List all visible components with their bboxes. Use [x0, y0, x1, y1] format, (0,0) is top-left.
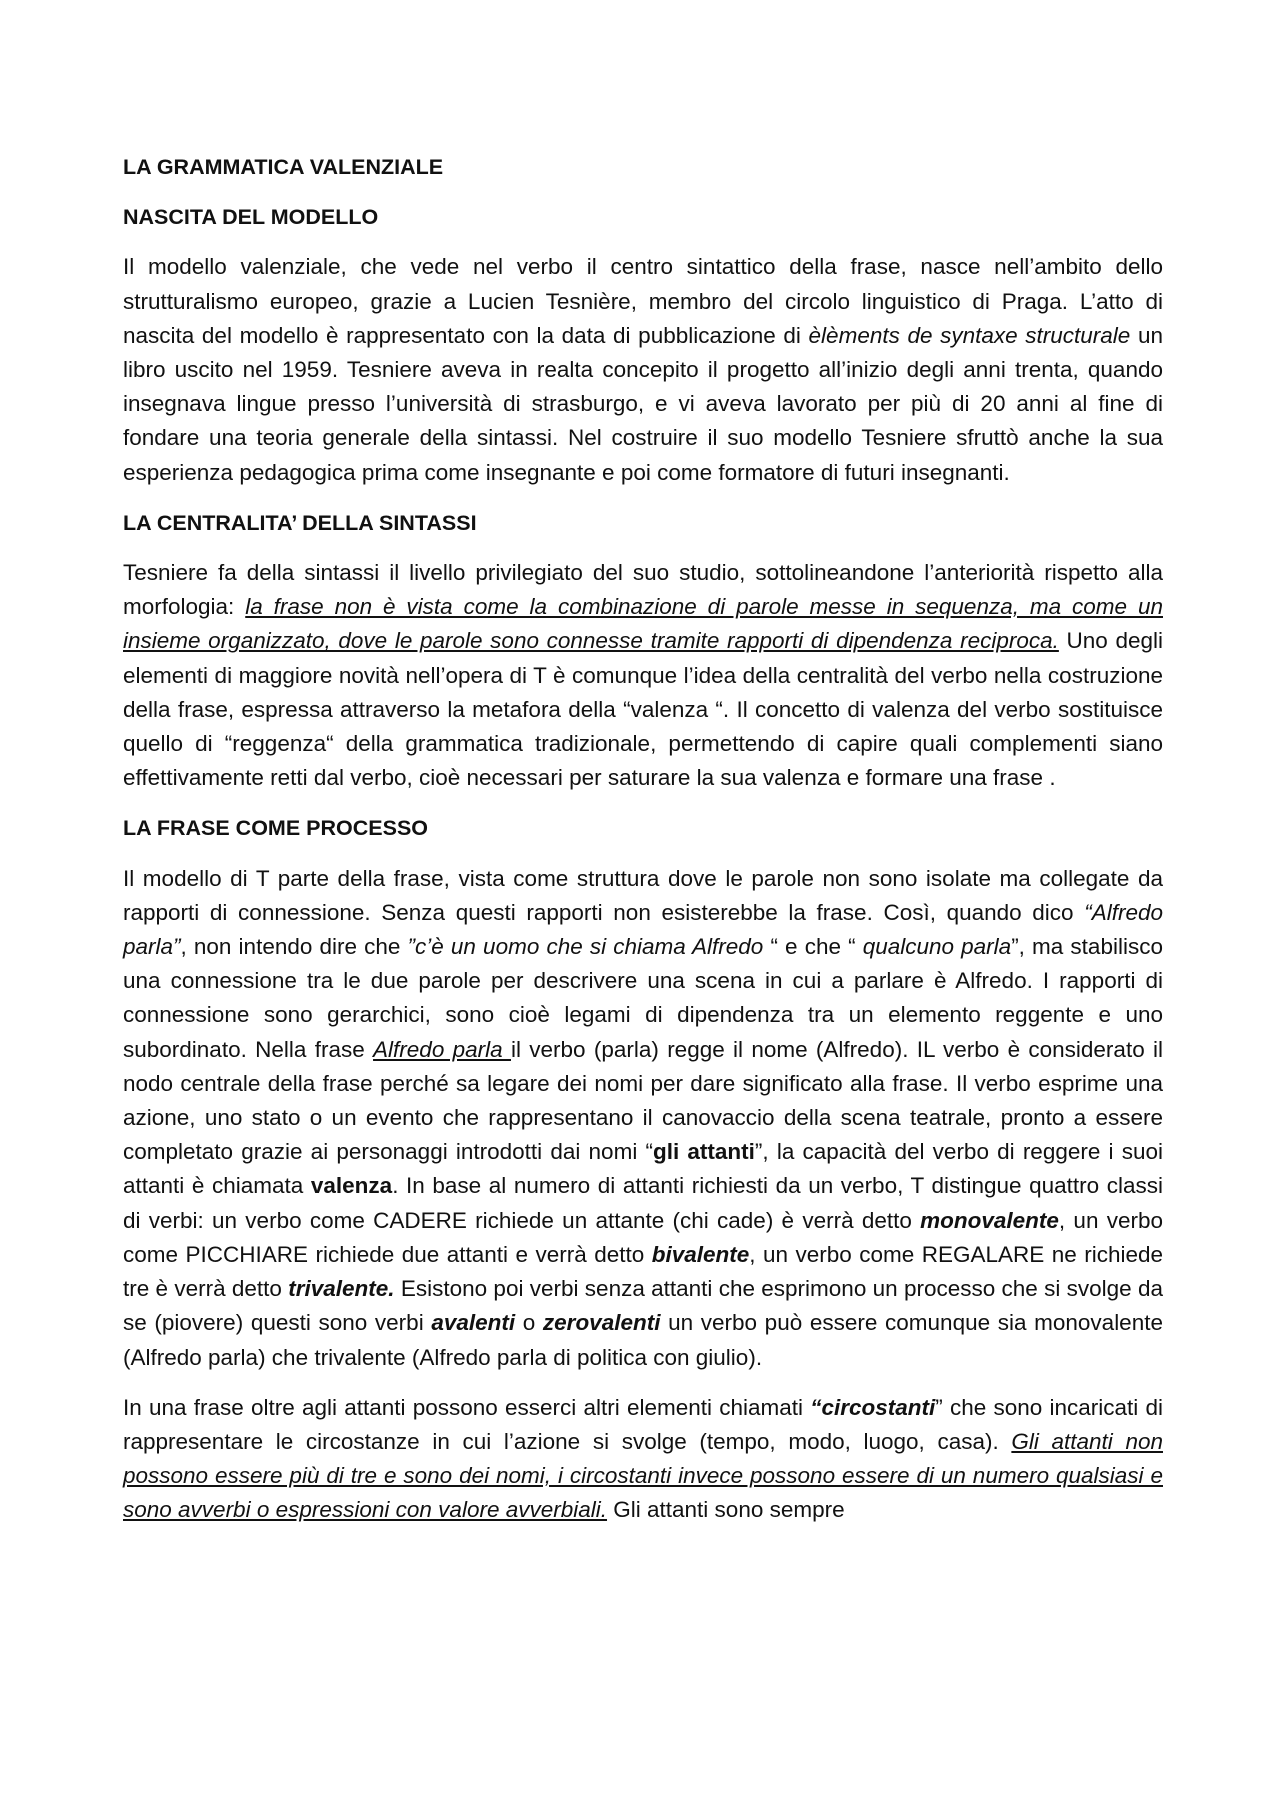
- bold-italic-term: monovalente: [920, 1207, 1059, 1233]
- bold-term: gli attanti: [652, 1139, 755, 1165]
- text-run: Il modello di T parte della frase, vista come struttura dove le parole non sono isolate ma collegate da rapporti di connessione. Senza questi rapporti non esisterebbe la frase. Così, quando dico: [123, 865, 1163, 925]
- text-run: Il modello valenziale, che vede nel verbo il centro sintattico della frase, nasce nell’ambito dello strutturalismo europeo, grazie a Lucien Tesnière, membro del circolo linguistico di Praga. L’atto di nascita del modello è rappresentato con la data di pubblicazione di: [123, 254, 1163, 348]
- text-run: . In base al numero di attanti richiesti da un verbo, T distingue quattro classi di verbi: un verbo come CADERE richiede un attante (chi cade) è verrà detto: [123, 1173, 1164, 1233]
- text-run: In una frase oltre agli attanti possono esserci altri elementi chiamati: [123, 1394, 811, 1420]
- section-heading-centralita: LA CENTRALITA’ DELLA SINTASSI: [123, 510, 477, 535]
- bold-italic-term: avalenti: [431, 1310, 516, 1336]
- text-run: Tesniere fa della sintassi il livello privilegiato del suo studio, sottolineandone l’anteriorità rispetto alla morfologia:: [123, 560, 1163, 620]
- bold-italic-term: trivalente.: [288, 1276, 395, 1302]
- document-body: [123, 150, 1163, 1544]
- paragraph-centralita: [123, 556, 1163, 795]
- bold-italic-term: bivalente: [651, 1241, 750, 1267]
- text-run: , un verbo come PICCHIARE richiede due attanti e verrà detto: [123, 1207, 1163, 1267]
- underlined-italic-definition: la frase non è vista come la combinazione di parole messe in sequenza, ma come un insieme organizzato, dove le parole sono connesse tramite rapporti di dipendenza reciproca.: [123, 594, 1163, 654]
- text-run: Uno degli elementi di maggiore novità nell’opera di T è comunque l’idea della centralità del verbo nella costruzione della frase, espressa attraverso la metafora della “valenza “. Il concetto di valenza del verbo sostituisce quello di “reggenza“ della grammatica tradizionale, permettendo di capire quali complementi siano effettivamente retti dal verbo, cioè necessari per saturare la sua valenza e formare una frase .: [123, 628, 1163, 791]
- text-run: , un verbo come REGALARE ne richiede tre è verrà detto: [123, 1241, 1164, 1302]
- text-run: ”, ma stabilisco una connessione tra le due parole per descrivere una scena in cui a parlare è Alfredo. I rapporti di connessione sono gerarchici, sono cioè legami di dipendenza tra un elemento reggente e uno subordinato. Nella frase: [123, 934, 1163, 1062]
- underlined-italic-definition: Gli attanti non possono essere più di tre e sono dei nomi, i circostanti invece possono essere di un numero qualsiasi e sono avverbi o espressioni con valore avverbiali.: [123, 1428, 1163, 1523]
- text-run: ”, la capacità del verbo di reggere i suoi attanti è chiamata: [123, 1139, 1163, 1199]
- italic-example: qualcuno parla: [862, 934, 1012, 960]
- underlined-italic-example: Alfredo parla: [373, 1036, 511, 1062]
- text-run: Esistono poi verbi senza attanti che esprimono un processo che si svolge da se (piovere) questi sono verbi: [123, 1276, 1163, 1336]
- italic-example: ”c’è un uomo che si chiama Alfredo: [407, 934, 764, 960]
- text-run: ” che sono incaricati di rappresentare le circostanze in cui l’azione si svolge (tempo, modo, luogo, casa).: [123, 1394, 1164, 1454]
- paragraph-nascita: [123, 250, 1163, 489]
- italic-book-title: èlèments de syntaxe structurale: [808, 322, 1131, 348]
- paragraph-processo: [123, 862, 1163, 1375]
- text-run: “ e che “: [763, 934, 863, 960]
- bold-term: valenza: [310, 1173, 393, 1199]
- text-run: o: [515, 1310, 543, 1336]
- bold-italic-term: zerovalenti: [542, 1310, 661, 1336]
- text-run: , non intendo dire che: [180, 934, 408, 960]
- paragraph-circostanti: [123, 1391, 1163, 1528]
- italic-example: “Alfredo parla”: [123, 899, 1163, 960]
- text-run: un verbo può essere comunque sia monovalente (Alfredo parla) che trivalente (Alfredo parla di politica con giulio).: [123, 1310, 1163, 1370]
- text-run: un libro uscito nel 1959. Tesniere aveva in realta concepito il progetto all’inizio degli anni trenta, quando insegnava lingue presso l’università di strasburgo, e vi aveva lavorato per più di 20 anni al fine di fondare una teoria generale della sintassi. Nel costruire il suo modello Tesniere sfruttò anche la sua esperienza pedagogica prima come insegnante e poi come formatore di futuri insegnanti.: [123, 322, 1163, 485]
- text-run: Gli attanti sono sempre: [607, 1497, 845, 1523]
- bold-italic-term: “circostanti: [810, 1394, 936, 1420]
- document-title: LA GRAMMATICA VALENZIALE: [123, 155, 444, 179]
- section-heading-nascita: NASCITA DEL MODELLO: [123, 205, 379, 230]
- section-heading-processo: LA FRASE COME PROCESSO: [123, 816, 429, 841]
- text-run: il verbo (parla) regge il nome (Alfredo). IL verbo è considerato il nodo centrale della frase perché sa legare dei nomi per dare significato alla frase. Il verbo esprime una azione, uno stato o un evento che rappresentano il canovaccio della scena teatrale, pronto a essere completato grazie ai personaggi introdotti dai nomi “: [123, 1036, 1164, 1165]
